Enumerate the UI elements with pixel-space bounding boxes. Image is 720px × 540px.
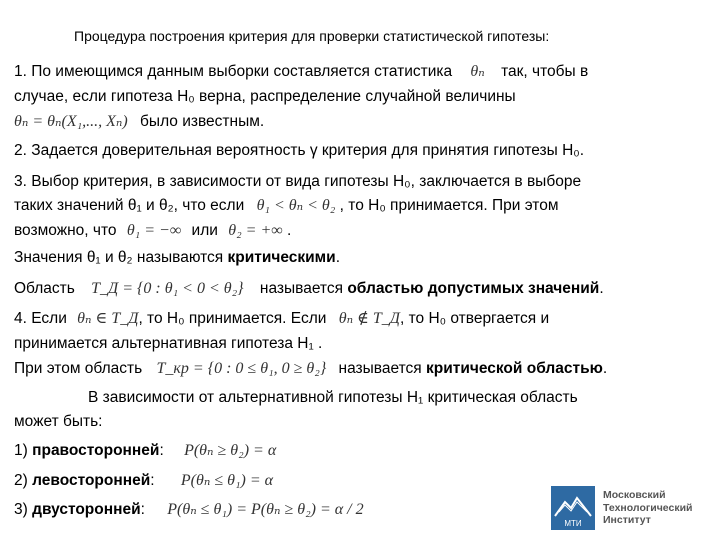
text-line-5: 3. Выбор критерия, в зависимости от вида гипотезы H₀, заключается в выборе <box>14 173 582 190</box>
logo-line-1: Московский <box>603 489 666 501</box>
logo-line-2: Технологический <box>603 501 693 514</box>
text-line-1 <box>14 62 588 81</box>
text-fragment: 1) <box>14 442 28 459</box>
text-fragment: возможно, что <box>14 222 117 239</box>
logo-line-3: Институт <box>603 514 651 526</box>
term-critical: критическими <box>227 249 336 266</box>
institute-logo <box>551 486 701 530</box>
formula-right-sided: P(θₙ ≥ θ₂) = α <box>184 442 277 459</box>
text-fragment: 3) <box>14 501 28 518</box>
formula-theta2-plus-infinity: θ₂ = +∞ <box>228 222 283 239</box>
slide-title: Процедура построения критерия для проверки статистической гипотезы: <box>74 28 550 44</box>
text-line-17 <box>14 500 364 519</box>
logo-text <box>603 489 693 527</box>
text-fragment: таких значений θ₁ и θ₂, что если <box>14 197 245 214</box>
text-fragment: , то H₀ принимается. Если <box>138 310 327 327</box>
text-line-4: 2. Задается доверительная вероятность γ критерия для принятия гипотезы H₀. <box>14 142 585 159</box>
text-fragment: . <box>335 249 340 266</box>
text-fragment: : <box>159 442 164 459</box>
text-fragment: было известным. <box>140 113 265 130</box>
term-left-sided: левосторонней <box>32 472 151 489</box>
text-line-6 <box>14 196 559 215</box>
text-fragment: , то H₀ принимается. При этом <box>339 197 559 214</box>
formula-critical-region: T_кр = {0 : 0 ≤ θ₁, 0 ≥ θ₂} <box>156 360 327 377</box>
text-line-9 <box>14 279 604 298</box>
text-fragment: или <box>191 222 218 239</box>
text-fragment: : <box>150 472 155 489</box>
text-line-14: может быть: <box>14 413 103 430</box>
logo-abbr: МТИ <box>564 519 582 528</box>
formula-theta1-minus-infinity: θ₁ = −∞ <box>126 222 182 239</box>
text-fragment: 2) <box>14 472 28 489</box>
text-fragment: 1. По имеющимся данным выборки составляется статистика <box>14 63 453 80</box>
formula-theta-not-in-region: θₙ ∉ T_Д <box>338 310 400 327</box>
formula-acceptance-inequality: θ₁ < θₙ < θ₂ <box>256 197 336 214</box>
text-fragment: называется <box>338 360 422 377</box>
formula-acceptance-region: T_Д = {0 : θ₁ < 0 < θ₂} <box>91 280 244 297</box>
text-line-10 <box>14 309 549 328</box>
text-line-16 <box>14 471 273 490</box>
text-line-11: принимается альтернативная гипотеза H₁ . <box>14 335 323 352</box>
formula-left-sided: P(θₙ ≤ θ₁) = α <box>180 472 274 489</box>
text-line-2: случае, если гипотеза H₀ верна, распределение случайной величины <box>14 88 516 105</box>
text-fragment: называется <box>259 280 343 297</box>
text-line-12 <box>14 359 607 378</box>
text-fragment: Область <box>14 280 75 297</box>
text-fragment: 4. Если <box>14 310 67 327</box>
text-fragment: так, чтобы в <box>501 63 589 80</box>
text-line-15 <box>14 441 276 460</box>
logo-mountain-icon <box>551 486 595 530</box>
text-fragment: . <box>286 222 292 239</box>
text-fragment: : <box>140 501 145 518</box>
term-critical-region: критической областью <box>425 360 603 377</box>
term-two-sided: двусторонней <box>32 501 141 518</box>
text-line-8 <box>14 248 340 267</box>
text-line-13: В зависимости от альтернативной гипотезы H₁ критическая область <box>88 389 578 406</box>
text-line-7 <box>14 221 291 240</box>
text-fragment: . <box>599 280 604 297</box>
text-line-3 <box>14 112 264 131</box>
text-fragment: Значения θ₁ и θ₂ называются <box>14 249 224 266</box>
formula-theta-n: θₙ <box>470 63 485 80</box>
formula-theta-in-region: θₙ ∈ T_Д <box>77 310 139 327</box>
formula-theta-definition: θₙ = θₙ(X₁,..., Xₙ) <box>14 113 128 130</box>
text-fragment: . <box>602 360 608 377</box>
term-acceptance-region: областью допустимых значений <box>347 280 600 297</box>
term-right-sided: правосторонней <box>32 442 160 459</box>
formula-two-sided: P(θₙ ≤ θ₁) = P(θₙ ≥ θ₂) = α / 2 <box>167 501 364 518</box>
text-fragment: При этом область <box>14 360 143 377</box>
text-fragment: , то H₀ отвергается и <box>399 310 550 327</box>
